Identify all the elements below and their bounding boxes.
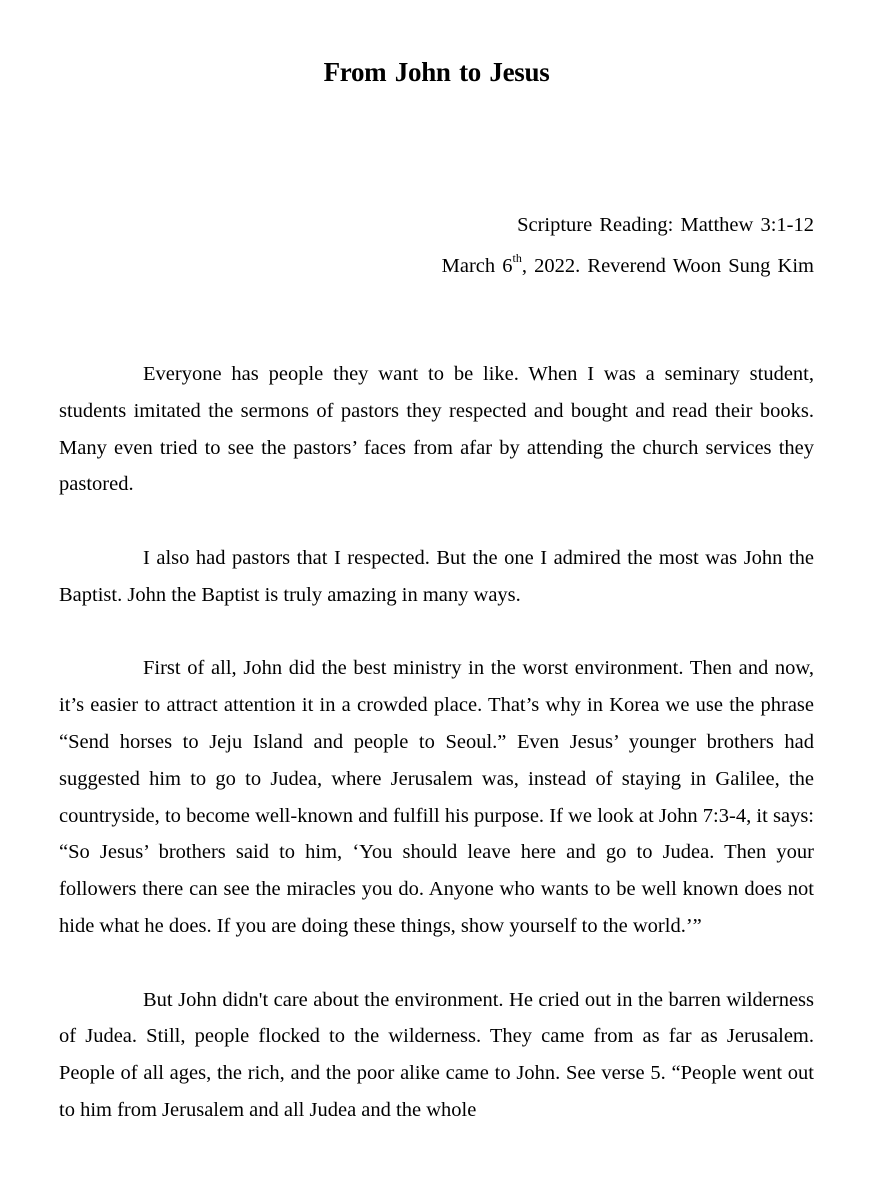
sermon-meta [442, 205, 814, 287]
date-ordinal-suffix: th [512, 251, 522, 266]
body-paragraph: I also had pastors that I respected. But the one I admired the most was John the Baptist. John the Baptist is truly amazing in many ways. [59, 546, 814, 606]
body-paragraph: But John didn't care about the environment. He cried out in the barren wilderness of Judea. Still, people flocked to the wilderness. They came from as far as Jerusalem. People of all ages, the rich, and the poor alike came to John. See verse 5. “People went out to him from Jerusalem and all Judea and the whole [59, 988, 814, 1121]
body-paragraph: Everyone has people they want to be like. When I was a seminary student, students imitated the sermons of pastors they respected and bought and read their books. Many even tried to see the pastors’ faces from afar by attending the church services they pastored. [59, 363, 814, 496]
date-author-line [442, 246, 814, 287]
scripture-reading-line: Scripture Reading: Matthew 3:1-12 [517, 214, 814, 236]
date-author-suffix: , 2022. Reverend Woon Sung Kim [521, 255, 814, 277]
document-title: From John to Jesus [323, 57, 550, 87]
body-paragraph: First of all, John did the best ministry in the worst environment. Then and now, it’s easier to attract attention it in a crowded place. That’s why in Korea we use the phrase “Send horses to Jeju Island and people to Seoul.” Even Jesus’ younger brothers had suggested him to go to Judea, where Jerusalem was, instead of staying in Galilee, the countryside, to become well-known and fulfill his purpose. If we look at John 7:3-4, it says: “So Jesus’ brothers said to him, ‘You should leave here and go to Judea. Then your followers there can see the miracles you do. Anyone who wants to be well known does not hide what he does. If you are doing these things, show yourself to the world.’” [59, 657, 814, 937]
date-prefix: March 6 [441, 255, 513, 277]
sermon-body [59, 356, 814, 1166]
